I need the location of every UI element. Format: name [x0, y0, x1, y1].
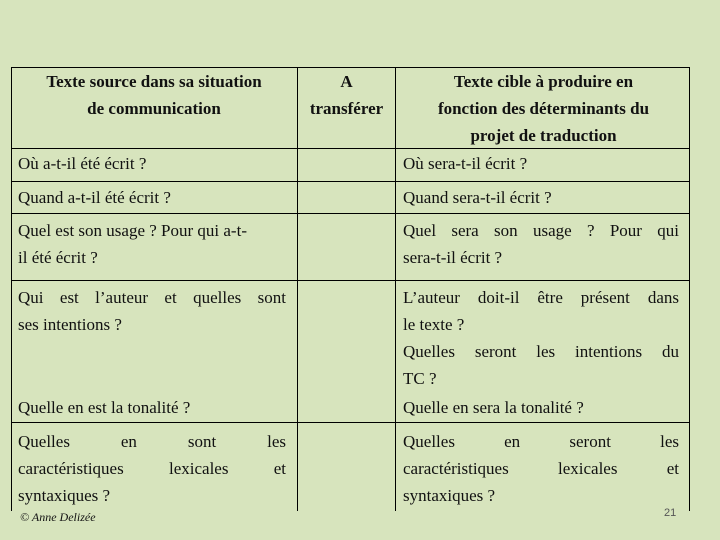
- cell-line: Quelles en sont les: [18, 432, 286, 451]
- row-divider: [11, 422, 689, 423]
- header-line: projet de traduction: [470, 126, 617, 145]
- header-target-text: [398, 68, 689, 149]
- row-author-source: [18, 284, 286, 338]
- header-line: transférer: [309, 99, 384, 118]
- row-features-source: [18, 428, 286, 509]
- cell-line: [18, 217, 292, 244]
- row-author-target: [403, 284, 679, 392]
- header-line: Texte source dans sa situation: [46, 72, 262, 91]
- row-where-written-target: [403, 150, 679, 177]
- cell-line: caractéristiques lexicales et: [18, 459, 286, 478]
- cell-line: Quand sera-t-il écrit ?: [403, 188, 552, 207]
- author-credit: © Anne Delizée: [20, 510, 96, 524]
- row-usage-source: [18, 217, 292, 271]
- cell-line: ses intentions ?: [18, 315, 122, 334]
- cell-line: Quelles seront les intentions du: [403, 342, 679, 361]
- cell-line: Quelle en sera la tonalité ?: [403, 398, 584, 417]
- header-line: Texte cible à produire en: [453, 72, 634, 91]
- cell-line: il été écrit ?: [18, 248, 98, 267]
- cell-line: Qui est l’auteur et quelles sont: [18, 288, 286, 307]
- table-border-right: [689, 67, 690, 511]
- cell-line: TC ?: [403, 369, 437, 388]
- cell-line: sera-t-il écrit ?: [403, 248, 503, 267]
- cell-line: L’auteur doit-il être présent dans: [403, 288, 679, 307]
- row-divider: [11, 213, 689, 214]
- row-when-written-source: [18, 184, 292, 211]
- row-features-target: [403, 428, 679, 509]
- header-transfer: [298, 68, 395, 122]
- row-divider: [11, 280, 689, 281]
- header-line: A: [340, 72, 353, 91]
- row-tone-target: [403, 394, 679, 421]
- header-line: de communication: [87, 99, 221, 118]
- row-divider: [11, 181, 689, 182]
- column-divider-2: [395, 67, 396, 511]
- column-divider-1: [297, 67, 298, 511]
- cell-line: syntaxiques ?: [18, 486, 111, 505]
- cell-line: Quelle en est la tonalité ?: [18, 398, 191, 417]
- cell-line: syntaxiques ?: [403, 486, 496, 505]
- row-where-written-source: [18, 150, 292, 177]
- row-tone-source: [18, 394, 292, 421]
- cell-line: Où a-t-il été écrit ?: [18, 154, 147, 173]
- cell-line: Quelles en seront les: [403, 432, 679, 451]
- header-source-text: [14, 68, 294, 122]
- table-border-left: [11, 67, 12, 511]
- page-number: 21: [664, 507, 677, 519]
- cell-line: caractéristiques lexicales et: [403, 459, 679, 478]
- cell-line: Quel sera son usage ? Pour qui: [403, 221, 679, 240]
- cell-line: le texte ?: [403, 315, 465, 334]
- row-when-written-target: [403, 184, 679, 211]
- cell-line: Quand a-t-il été écrit ?: [18, 188, 171, 207]
- cell-text: Quel est son usage ? Pour qui a-t-: [18, 221, 247, 240]
- cell-line: Où sera-t-il écrit ?: [403, 154, 528, 173]
- row-usage-target: [403, 217, 679, 271]
- header-line: fonction des déterminants du: [437, 99, 650, 118]
